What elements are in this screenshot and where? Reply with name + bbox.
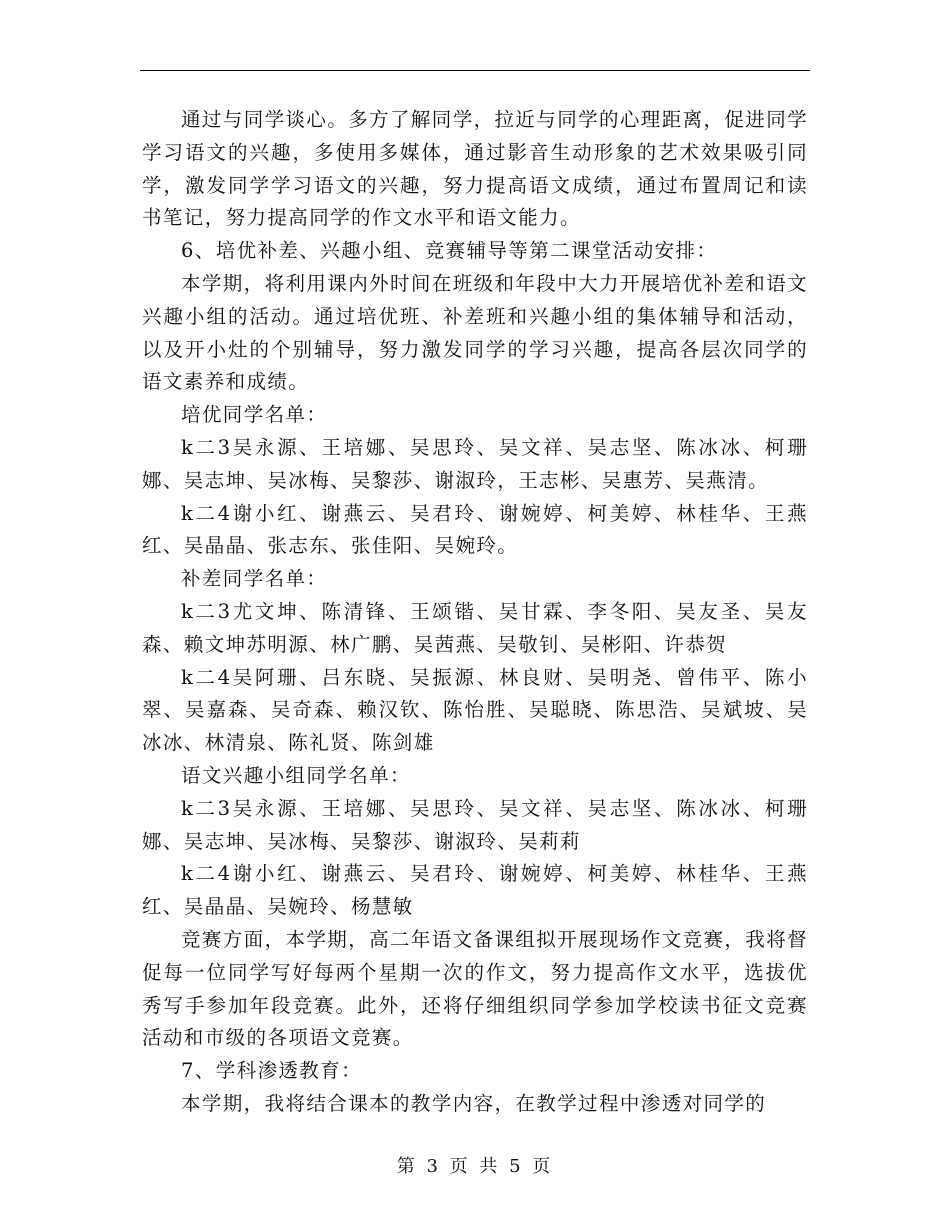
paragraph-intro: 通过与同学谈心。多方了解同学，拉近与同学的心理距离，促进同学学习语文的兴趣，多使用多媒体，通过影音生动形象的艺术效果吸引同学，激发同学学习语文的兴趣，努力提高语文成绩，通过布置周记和读书笔记，努力提高同学的作文水平和语文能力。 (142, 108, 809, 230)
page-number-footer: 第 3 页 共 5 页 (396, 1156, 554, 1177)
paragraph-subject-infusion: 本学期，我将结合课本的教学内容，在教学过程中渗透对同学的 (181, 1091, 767, 1115)
document-body (142, 104, 808, 1121)
list-heading-advanced: 培优同学名单： (181, 403, 328, 427)
paragraph-competition: 竞赛方面，本学期，高二年语文备课组拟开展现场作文竞赛，我将督促每一位同学写好每两个星期一次的作文，努力提高作文水平，选拔优秀写手参加年段竞赛。此外，还将仔细组织同学参加学校读书征文竞赛活动和市级的各项语文竞赛。 (142, 927, 809, 1050)
remedial-list-class-3: k二3尤文坤、陈清锋、王颂锴、吴甘霖、李冬阳、吴友圣、吴友森、赖文坤苏明源、林广鹏、吴茜燕、吴敬钊、吴彬阳、许恭贺 (142, 599, 808, 656)
list-heading-remedial: 补差同学名单： (181, 567, 328, 591)
section-heading-7: 7、学科渗透教育： (181, 1059, 363, 1083)
advanced-list-class-3: k二3吴永源、王培娜、吴思玲、吴文祥、吴志坚、陈冰冰、柯珊娜、吴志坤、吴冰梅、吴黎莎、谢淑玲，王志彬、吴惠芳、吴燕清。 (142, 435, 808, 492)
section-heading-6: 6、培优补差、兴趣小组、竞赛辅导等第二课堂活动安排： (181, 239, 718, 263)
advanced-list-class-4: k二4谢小红、谢燕云、吴君玲、谢婉婷、柯美婷、林桂华、王燕红、吴晶晶、张志东、张佳阳、吴婉玲。 (142, 501, 808, 558)
header-rule (140, 70, 810, 71)
interest-group-list-class-4: k二4谢小红、谢燕云、吴君玲、谢婉婷、柯美婷、林桂华、王燕红、吴晶晶、吴婉玲、杨慧敏 (142, 862, 808, 919)
interest-group-list-class-3: k二3吴永源、王培娜、吴思玲、吴文祥、吴志坚、陈冰冰、柯珊娜、吴志坤、吴冰梅、吴黎莎、谢淑玲、吴莉莉 (142, 796, 808, 853)
remedial-list-class-4: k二4吴阿珊、吕东晓、吴振源、林良财、吴明尧、曾伟平、陈小翠、吴嘉森、吴奇森、赖汉钦、陈怡胜、吴聪晓、陈思浩、吴斌坡、吴冰冰、林清泉、陈礼贤、陈剑雄 (142, 665, 808, 755)
paragraph-plan: 本学期，将利用课内外时间在班级和年段中大力开展培优补差和语文兴趣小组的活动。通过培优班、补差班和兴趣小组的集体辅导和活动，以及开小灶的个别辅导，努力激发同学的学习兴趣，提高各层次同学的语文素养和成绩。 (142, 271, 809, 394)
list-heading-interest-group: 语文兴趣小组同学名单： (181, 763, 411, 787)
